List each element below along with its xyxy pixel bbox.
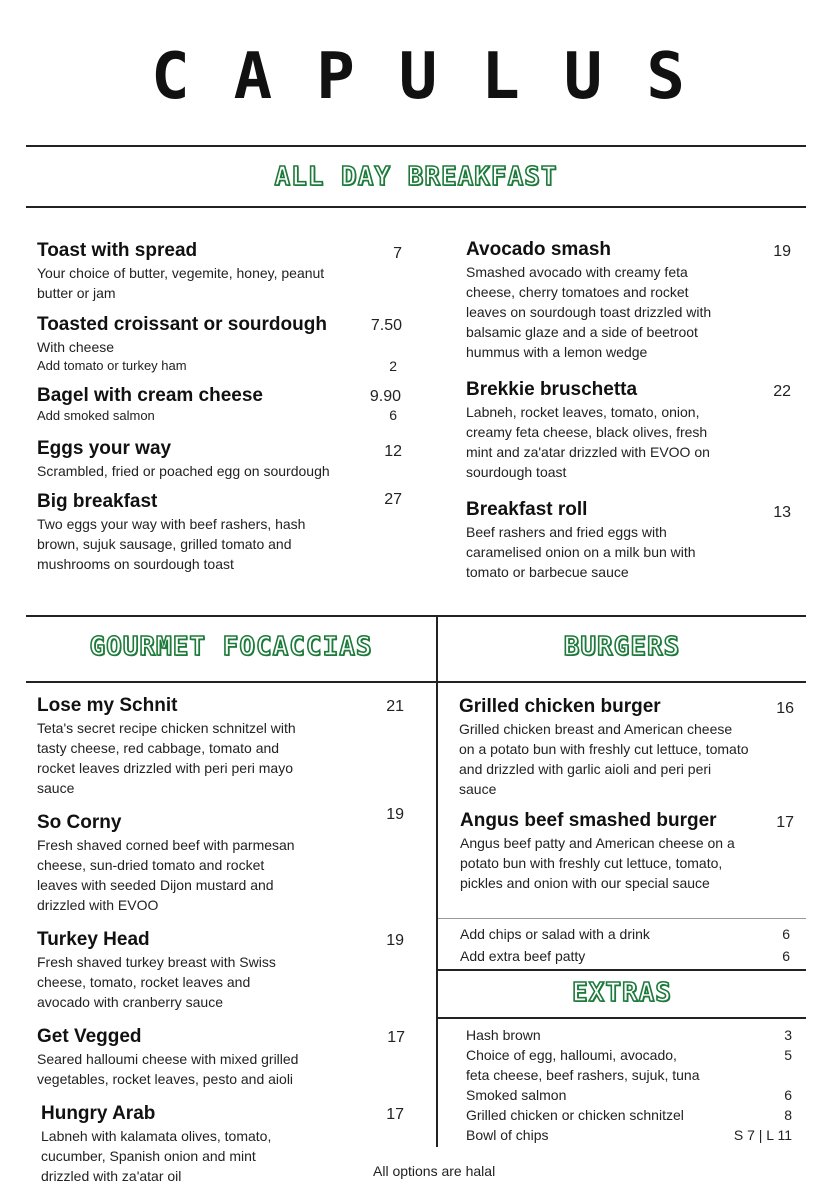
extra-price: 5 [784,1047,792,1063]
item-description: Grilled chicken breast and American cheese on a potato bun with freshly cut lettuce, tomato and drizzled with garlic aioli and peri peri sauce [459,721,749,797]
item-name: Breakfast roll [466,499,588,520]
item-description: Angus beef patty and American cheese on a potato bun with freshly cut lettuce, tomato, pickles and onion with our special sauce [460,835,735,891]
item-price: 12 [384,443,402,460]
menu-item [37,491,327,574]
addon-price: 6 [782,948,790,964]
menu-item [37,240,337,303]
item-description: Beef rashers and fried eggs with caramelised onion on a milk bun with tomato or barbecue sauce [466,524,696,580]
item-description: Teta's secret recipe chicken schnitzel with tasty cheese, red cabbage, tomato and rocket leaves drizzled with peri peri mayo sauce [37,720,296,796]
menu-item [37,812,302,915]
item-name: Big breakfast [37,491,158,512]
item-price: 9.90 [369,388,401,405]
item-price: 19 [773,243,791,260]
item-price: 27 [384,491,402,508]
divider-extras-top [438,969,806,971]
item-name: Get Vegged [37,1026,142,1047]
menu-item [37,695,302,798]
menu-item [466,239,726,362]
item-name: Bagel with cream cheese [37,385,263,406]
item-description: Two eggs your way with beef rashers, hash brown, sujuk sausage, grilled tomato and mushrooms on sourdough toast [37,516,306,572]
menu-item [37,385,337,425]
menu-item [41,1103,291,1186]
addon-price: 2 [389,358,397,374]
item-name: Toasted croissant or sourdough [37,314,327,335]
divider-extras-bottom [438,1017,806,1019]
menu-item [460,810,750,893]
item-price: 7 [393,245,402,262]
menu-item [37,438,367,481]
divider-vertical [436,615,438,1147]
item-description: Fresh shaved turkey breast with Swiss cheese, tomato, rocket leaves and avocado with cranberry sauce [37,954,276,1010]
addon-price: 6 [782,926,790,942]
addon-price: 6 [389,407,397,423]
menu-item [459,696,749,799]
halal-note: All options are halal [373,1163,496,1179]
divider-lower-top [26,615,806,617]
menu-item [37,929,292,1012]
item-description: Seared halloumi cheese with mixed grilled vegetables, rocket leaves, pesto and aioli [37,1051,299,1087]
item-price: 22 [773,383,791,400]
item-price: 17 [776,814,794,831]
menu-item [37,1026,312,1089]
item-name: Eggs your way [37,438,172,459]
item-name: Grilled chicken burger [459,696,661,717]
item-price: 21 [386,698,404,715]
extra-price: S 7 | L 11 [733,1127,792,1143]
extra-price: 6 [784,1087,792,1103]
section-title-extras: EXTRAS [572,978,672,1008]
item-description: Labneh with kalamata olives, tomato, cucumber, Spanish onion and mint drizzled with za'atar oil [41,1128,272,1184]
menu-item [37,314,357,375]
item-description: Labneh, rocket leaves, tomato, onion, creamy feta cheese, black olives, fresh mint and za'atar drizzled with EVOO on sourdough toast [466,404,710,480]
addon-label: Add extra beef patty [460,948,586,964]
extra-price: 3 [784,1027,792,1043]
item-name: Hungry Arab [41,1103,156,1124]
addon-label: Add chips or salad with a drink [460,926,650,942]
menu-item [466,499,716,582]
item-name: Toast with spread [37,240,198,261]
section-title-breakfast: ALL DAY BREAKFAST [274,162,558,192]
item-description: Fresh shaved corned beef with parmesan cheese, sun-dried tomato and rocket leaves with seeded Dijon mustard and drizzled with EVOO [37,837,295,913]
item-name: Turkey Head [37,929,150,950]
extra-label: Grilled chicken or chicken schnitzel [466,1107,684,1123]
item-price: 19 [386,932,404,949]
section-title-burgers: BURGERS [563,632,681,662]
divider-addons [438,918,806,919]
item-name: Lose my Schnit [37,695,178,716]
extra-label: Choice of egg, halloumi, avocado, [466,1047,677,1063]
extra-label: Hash brown [466,1027,541,1043]
extra-label: feta cheese, beef rashers, sujuk, tuna [466,1067,700,1083]
item-name: Angus beef smashed burger [460,810,717,831]
item-description: With cheese [37,339,115,355]
item-addon: Add smoked salmon [37,408,155,423]
item-description: Smashed avocado with creamy feta cheese, cherry tomatoes and rocket leaves on sourdough toast drizzled with balsamic glaze and a side of beetroot hummus with a lemon wedge [466,264,712,360]
divider-lower-header-bottom [26,681,806,683]
divider-top [26,145,806,147]
item-price: 13 [773,504,791,521]
item-price: 17 [386,1106,404,1123]
item-price: 16 [776,700,794,717]
divider-breakfast-bottom [26,206,806,208]
item-name: Avocado smash [466,239,612,260]
section-title-focaccias: GOURMET FOCACCIAS [89,632,373,662]
item-description: Your choice of butter, vegemite, honey, peanut butter or jam [37,265,325,301]
item-price: 17 [387,1029,405,1046]
item-name: Brekkie bruschetta [466,379,638,400]
item-price: 19 [386,806,404,823]
item-price: 7.50 [370,317,402,334]
menu-item [466,379,726,482]
extra-label: Smoked salmon [466,1087,567,1103]
brand-title: CAPULUS [151,40,729,114]
item-addon: Add tomato or turkey ham [37,358,187,373]
extra-price: 8 [784,1107,792,1123]
item-name: So Corny [37,812,122,833]
extra-label: Bowl of chips [466,1127,549,1143]
item-description: Scrambled, fried or poached egg on sourdough [37,463,330,479]
